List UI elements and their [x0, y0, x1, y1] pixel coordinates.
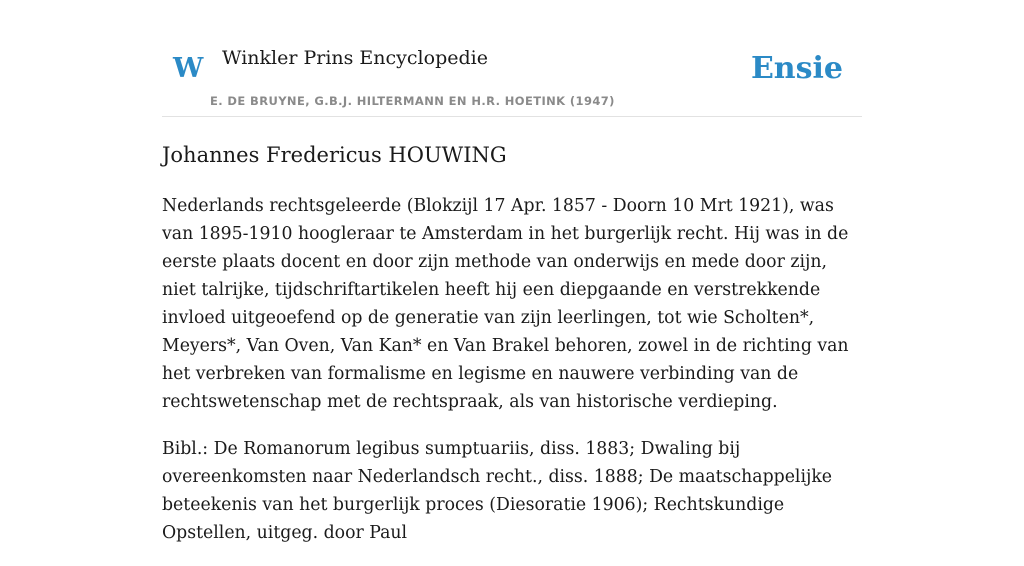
authors-line: E. DE BRUYNE, G.B.J. HILTERMANN EN H.R. HOETINK (1947): [210, 94, 615, 108]
article-body: [162, 192, 862, 566]
page-title: Johannes Fredericus HOUWING: [162, 143, 507, 167]
bibliography-paragraph: Bibl.: De Romanorum legibus sumptuariis, diss. 1883; Dwaling bij overeenkomsten naar Nederlandsch recht., diss. 1888; De maatschappelijke beteekenis van het burgerlijk proces (Diesoratie 1906); Rechtskundige Opstellen, uitgeg. door Paul: [162, 439, 833, 543]
article-paragraph: Nederlands rechtsgeleerde (Blokzijl 17 Apr. 1857 - Doorn 10 Mrt 1921), was van 1895-1910 hoogleraar te Amsterdam in het burgerlijk recht. Hij was in de eerste plaats docent en door zijn methode van onderwijs en mede door zijn, niet talrijke, tijdschriftartikelen heeft hij een diepgaande en verstrekkende invloed uitgeoefend op de generatie van zijn leerlingen, tot wie Scholten*, Meyers*, Van Oven, Van Kan* en Van Brakel behoren, zowel in de richting van het verbreken van formalisme en legisme en nauwere verbinding van de rechtswetenschap met de rechtspraak, als van historische verdieping.: [162, 196, 849, 412]
publication-logo-icon[interactable]: W: [173, 53, 204, 84]
ensie-logo-link[interactable]: Ensie: [750, 51, 843, 86]
article-page: [162, 0, 862, 543]
publication-title-link[interactable]: Winkler Prins Encyclopedie: [222, 47, 488, 69]
site-header: [162, 0, 862, 117]
